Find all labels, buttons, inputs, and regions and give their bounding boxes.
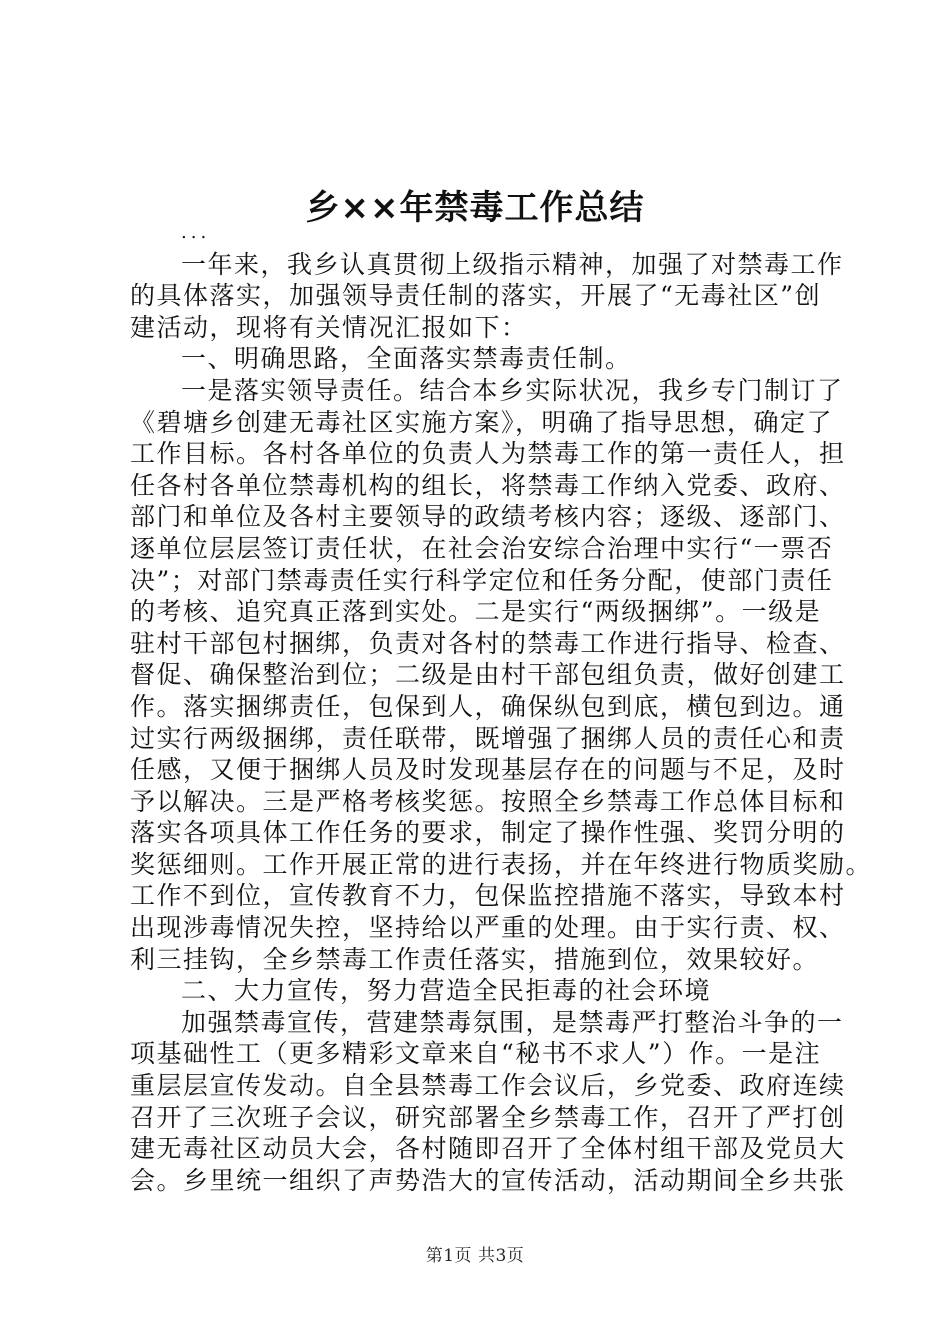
- paragraph-line: 加强禁毒宣传，营建禁毒氛围，是禁毒严打整治斗争的一: [181, 1007, 844, 1037]
- ellipsis-line: ...: [181, 222, 211, 243]
- paragraph-line: 奖惩细则。工作开展正常的进行表扬，并在年终进行物质奖励。: [130, 849, 873, 879]
- paragraph-line: 一年来，我乡认真贯彻上级指示精神，加强了对禁毒工作: [181, 249, 844, 279]
- paragraph-line: 会。乡里统一组织了声势浩大的宣传活动，活动期间全乡共张: [130, 1165, 846, 1195]
- document-body: [130, 217, 873, 1196]
- paragraph-line: 《碧塘乡创建无毒社区实施方案》，明确了指导思想，确定了: [130, 407, 834, 437]
- document-title: 乡××年禁毒工作总结: [305, 188, 645, 228]
- paragraph-line: 建无毒社区动员大会，各村随即召开了全体村组干部及党员大: [130, 1134, 846, 1164]
- paragraph-line: 决”；对部门禁毒责任实行科学定位和任务分配，使部门责任: [130, 565, 834, 595]
- paragraph-line: 任感，又便于捆绑人员及时发现基层存在的问题与不足，及时: [130, 755, 846, 785]
- page-number-footer: 第1页 共3页: [425, 1246, 525, 1266]
- paragraph-line: 过实行两级捆绑，责任联带，既增强了捆绑人员的责任心和责: [130, 723, 846, 753]
- paragraph-line: 督促、确保整治到位；二级是由村干部包组负责，做好创建工: [130, 660, 846, 690]
- paragraph-line: 利三挂钩，全乡禁毒工作责任落实，措施到位，效果较好。: [130, 944, 820, 974]
- paragraph-line: 驻村干部包村捆绑，负责对各村的禁毒工作进行指导、检查、: [130, 628, 846, 658]
- paragraph-line: 的具体落实，加强领导责任制的落实，开展了“无毒社区”创: [130, 281, 822, 311]
- paragraph-line: 工作不到位，宣传教育不力，包保监控措施不落实，导致本村: [130, 881, 846, 911]
- paragraph-line: 予以解决。三是严格考核奖惩。按照全乡禁毒工作总体目标和: [130, 786, 846, 816]
- paragraph-line: 一是落实领导责任。结合本乡实际状况，我乡专门制订了: [181, 375, 844, 405]
- paragraph-line: 落实各项具体工作任务的要求，制定了操作性强、奖罚分明的: [130, 818, 846, 848]
- paragraph-line: 工作目标。各村各单位的负责人为禁毒工作的第一责任人，担: [130, 439, 846, 469]
- paragraph-line: 逐单位层层签订责任状，在社会治安综合治理中实行“一票否: [130, 533, 834, 563]
- section-heading: 二、大力宣传，努力营造全民拒毒的社会环境: [181, 976, 712, 1006]
- paragraph-line: 任各村各单位禁毒机构的组长，将禁毒工作纳入党委、政府、: [130, 470, 846, 500]
- paragraph-line: 作。落实捆绑责任，包保到人，确保纵包到底，横包到边。通: [130, 691, 846, 721]
- paragraph-line: 部门和单位及各村主要领导的政绩考核内容；逐级、逐部门、: [130, 502, 846, 532]
- section-heading: 一、明确思路，全面落实禁毒责任制。: [181, 344, 632, 374]
- paragraph-line: 重层层宣传发动。自全县禁毒工作会议后，乡党委、政府连续: [130, 1071, 846, 1101]
- paragraph-line: 召开了三次班子会议，研究部署全乡禁毒工作，召开了严打创: [130, 1102, 846, 1132]
- paragraph-line: 建活动，现将有关情况汇报如下：: [130, 312, 528, 342]
- paragraph-line: 项基础性工（更多精彩文章来自“秘书不求人”）作。一是注: [130, 1039, 822, 1069]
- paragraph-line: 的考核、追究真正落到实处。二是实行“两级捆绑”。一级是: [130, 597, 822, 627]
- paragraph-line: 出现涉毒情况失控，坚持给以严重的处理。由于实行责、权、: [130, 913, 846, 943]
